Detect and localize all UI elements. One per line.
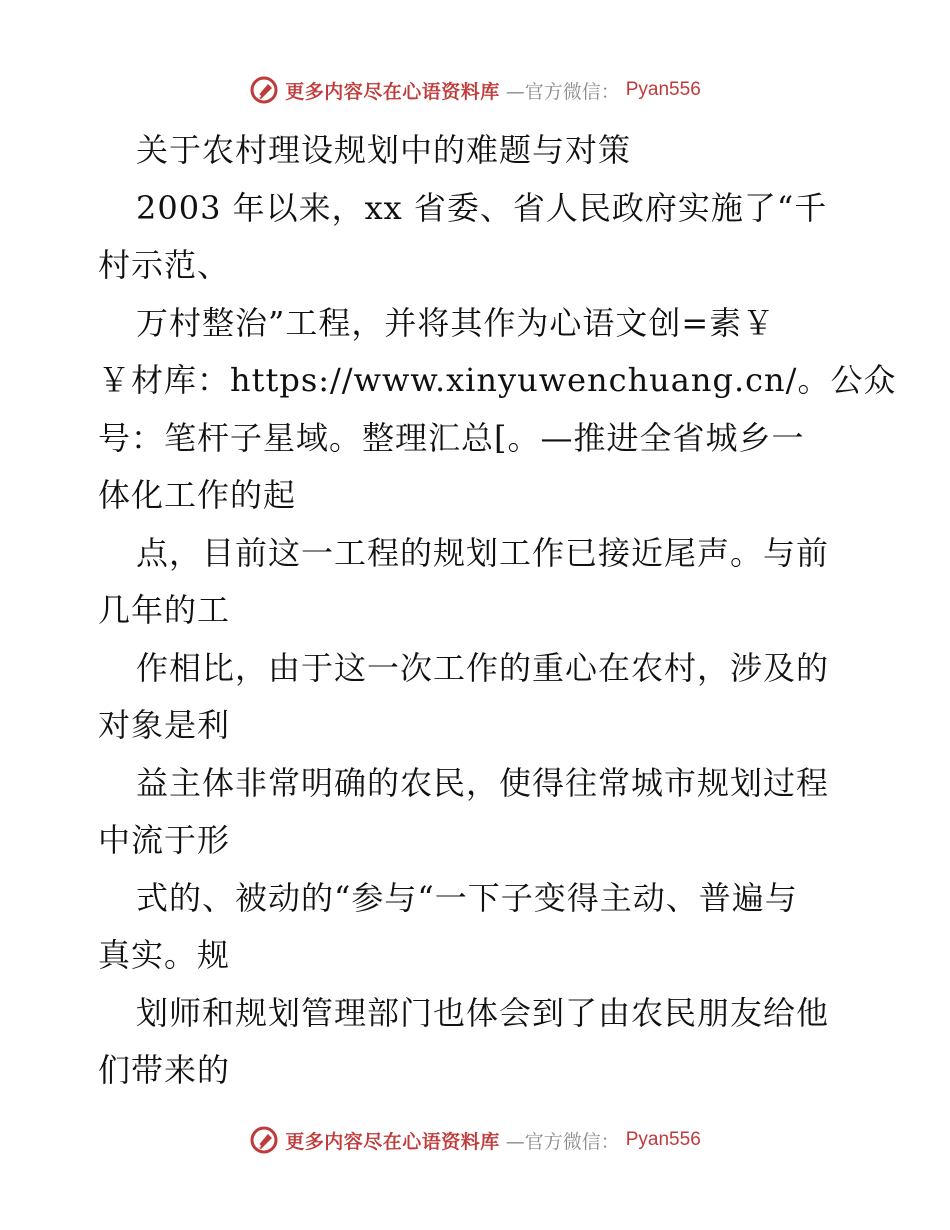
text-line: 点，目前这一工程的规划工作已接近尾声。与前 — [136, 533, 830, 572]
text-line: 号：笔杆子星域。整理汇总[。—推进全省城乡一 — [98, 418, 805, 457]
text-line: 几年的工 — [98, 591, 231, 629]
header-banner-text: 更多内容尽在心语资料库 — [285, 80, 500, 103]
footer-banner — [0, 1120, 950, 1160]
footer-banner-text: 更多内容尽在心语资料库 — [285, 1130, 500, 1153]
text-line: 式的、被动的“参与“一下子变得主动、普遍与 — [136, 878, 798, 917]
pen-nib-logo-icon — [249, 75, 279, 105]
text-line: 万村整治”工程，并将其作为心语文创=素￥ — [136, 303, 776, 342]
footer-wechat-id: Pyan556 — [625, 1129, 701, 1150]
document-body — [98, 122, 897, 1100]
header-banner — [0, 70, 950, 110]
text-line: 中流于形 — [98, 821, 231, 859]
text-line: 真实。规 — [98, 936, 231, 974]
pen-nib-logo-icon — [249, 1125, 279, 1155]
text-line: 们带来的 — [98, 1051, 231, 1089]
text-line: 体化工作的起 — [98, 476, 297, 514]
document-title: 关于农村理设规划中的难题与对策 — [136, 131, 632, 169]
text-line: 划师和规划管理部门也体会到了由农民朋友给他 — [136, 993, 830, 1032]
text-line: 益主体非常明确的农民，使得往常城市规划过程 — [136, 763, 830, 802]
footer-banner-separator: —官方微信： — [505, 1130, 620, 1153]
text-line: 对象是利 — [98, 706, 231, 744]
text-line: 作相比，由于这一次工作的重心在农村，涉及的 — [136, 648, 830, 687]
text-line: 村示范、 — [98, 246, 231, 284]
header-banner-separator: —官方微信： — [505, 80, 620, 103]
header-wechat-id: Pyan556 — [625, 79, 701, 100]
text-line: 2003 年以来，xx 省委、省人民政府实施了“千 — [136, 188, 828, 227]
text-line: ￥材库：https://www.xinyuwenchuang.cn/。公众 — [98, 361, 897, 399]
